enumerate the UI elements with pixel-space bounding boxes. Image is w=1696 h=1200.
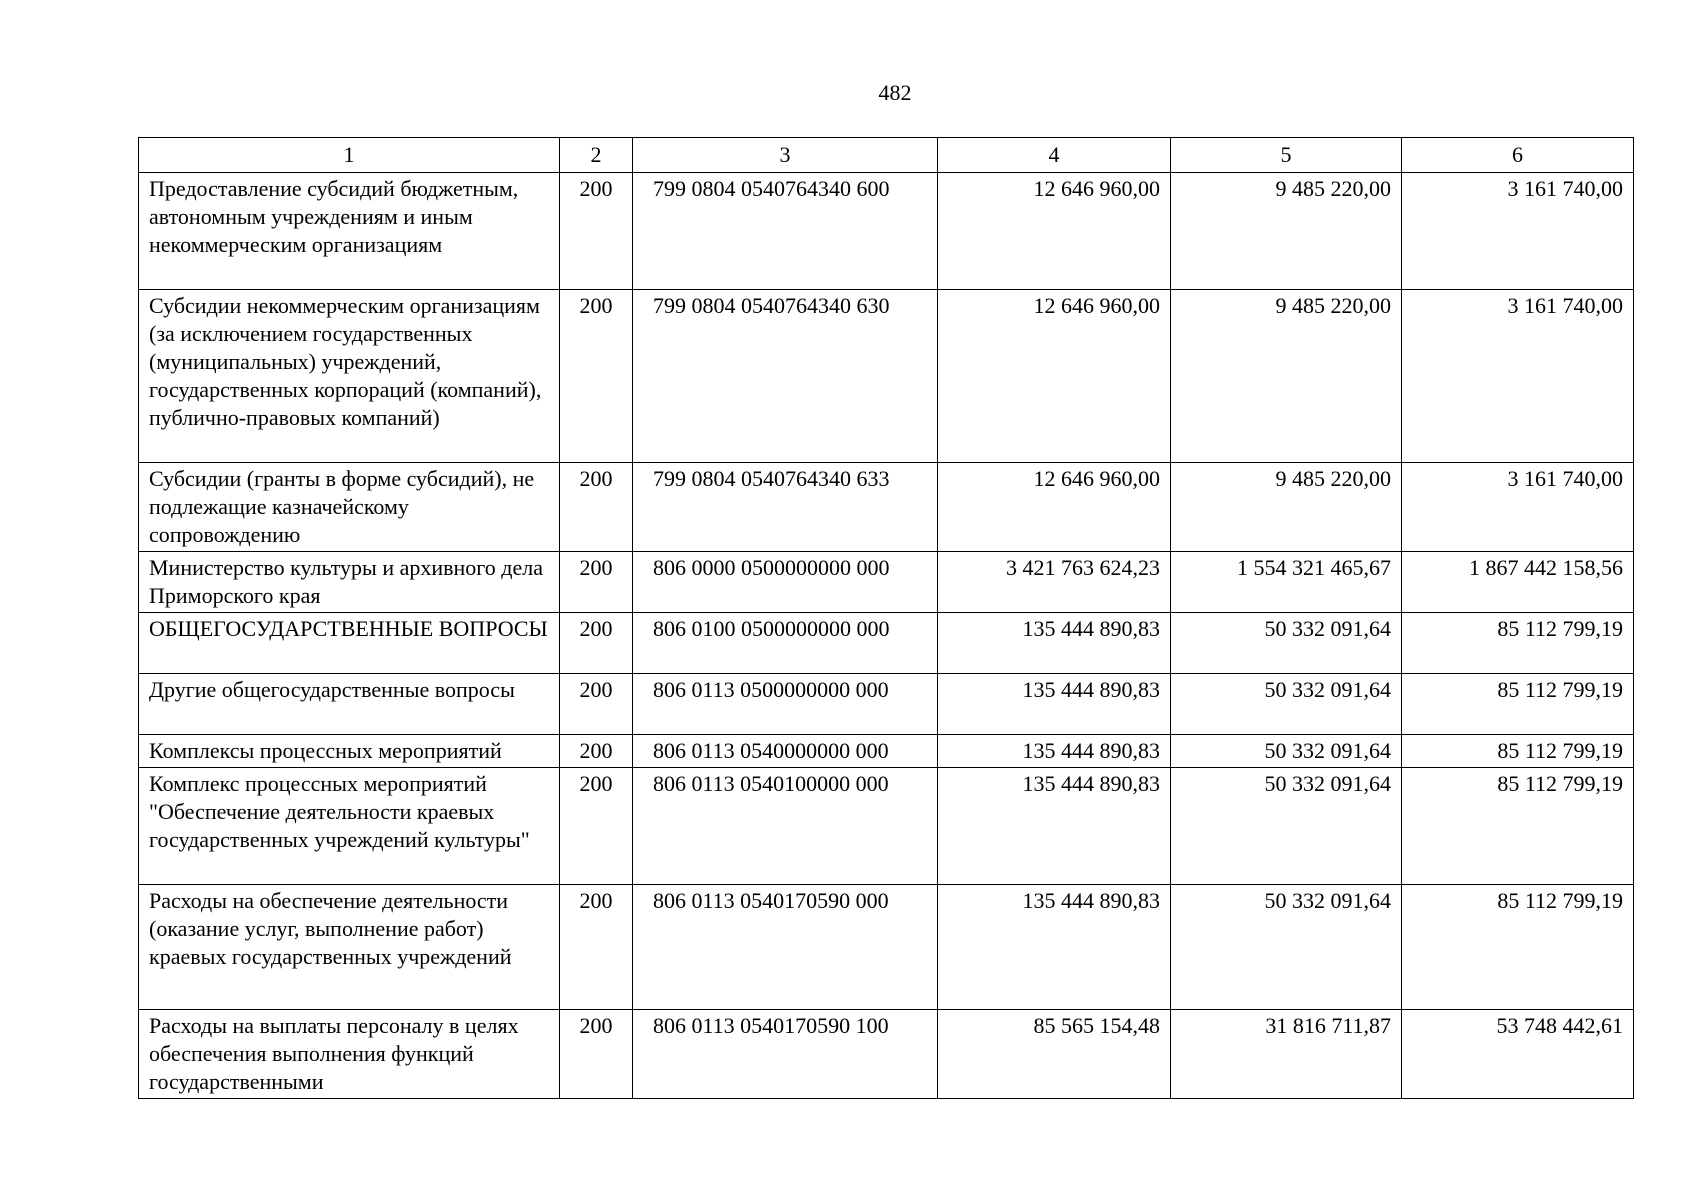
row-code: 200 — [560, 885, 633, 1010]
table-row — [139, 1010, 1634, 1099]
row-name: Комплексы процессных мероприятий — [139, 735, 560, 768]
row-budget-code: 806 0113 0540170590 100 — [633, 1010, 938, 1099]
row-name: Расходы на обеспечение деятельности (оказание услуг, выполнение работ) краевых государственных учреждений — [139, 885, 560, 1010]
header-col-1: 1 — [139, 138, 560, 173]
row-code: 200 — [560, 173, 633, 290]
row-name: ОБЩЕГОСУДАРСТВЕННЫЕ ВОПРОСЫ — [139, 613, 560, 674]
header-col-4: 4 — [938, 138, 1171, 173]
row-amount-col-5: 50 332 091,64 — [1171, 735, 1402, 768]
table-row — [139, 613, 1634, 674]
table-row — [139, 290, 1634, 463]
row-code: 200 — [560, 552, 633, 613]
row-amount-col-5: 9 485 220,00 — [1171, 290, 1402, 463]
header-col-3: 3 — [633, 138, 938, 173]
row-amount-col-4: 135 444 890,83 — [938, 885, 1171, 1010]
budget-table — [138, 137, 1634, 1099]
row-amount-col-4: 135 444 890,83 — [938, 674, 1171, 735]
header-col-6: 6 — [1402, 138, 1634, 173]
row-amount-col-4: 12 646 960,00 — [938, 290, 1171, 463]
table-row — [139, 768, 1634, 885]
row-code: 200 — [560, 768, 633, 885]
row-code: 200 — [560, 735, 633, 768]
row-name: Субсидии некоммерческим организациям (за исключением государственных (муниципальных) учреждений, государственных корпораций (компаний), публично-правовых компаний) — [139, 290, 560, 463]
row-budget-code: 806 0113 0540170590 000 — [633, 885, 938, 1010]
row-budget-code: 806 0113 0500000000 000 — [633, 674, 938, 735]
row-amount-col-6: 53 748 442,61 — [1402, 1010, 1634, 1099]
table-row — [139, 173, 1634, 290]
row-budget-code: 806 0100 0500000000 000 — [633, 613, 938, 674]
row-amount-col-4: 12 646 960,00 — [938, 463, 1171, 552]
table-body — [139, 173, 1634, 1099]
row-amount-col-6: 3 161 740,00 — [1402, 173, 1634, 290]
table-row — [139, 885, 1634, 1010]
row-amount-col-4: 85 565 154,48 — [938, 1010, 1171, 1099]
row-name: Министерство культуры и архивного дела Приморского края — [139, 552, 560, 613]
row-budget-code: 806 0113 0540100000 000 — [633, 768, 938, 885]
row-amount-col-5: 31 816 711,87 — [1171, 1010, 1402, 1099]
row-code: 200 — [560, 613, 633, 674]
row-budget-code: 806 0000 0500000000 000 — [633, 552, 938, 613]
table-row — [139, 674, 1634, 735]
row-amount-col-5: 9 485 220,00 — [1171, 463, 1402, 552]
row-name: Комплекс процессных мероприятий "Обеспечение деятельности краевых государственных учреждений культуры" — [139, 768, 560, 885]
row-amount-col-6: 3 161 740,00 — [1402, 290, 1634, 463]
row-amount-col-4: 135 444 890,83 — [938, 735, 1171, 768]
table-row — [139, 735, 1634, 768]
row-name: Другие общегосударственные вопросы — [139, 674, 560, 735]
row-name: Субсидии (гранты в форме субсидий), не подлежащие казначейскому сопровождению — [139, 463, 560, 552]
row-budget-code: 799 0804 0540764340 633 — [633, 463, 938, 552]
page-number: 482 — [878, 80, 912, 105]
row-amount-col-4: 135 444 890,83 — [938, 613, 1171, 674]
table-header — [139, 138, 1634, 173]
row-name: Предоставление субсидий бюджетным, автономным учреждениям и иным некоммерческим организациям — [139, 173, 560, 290]
row-amount-col-5: 50 332 091,64 — [1171, 768, 1402, 885]
row-amount-col-4: 135 444 890,83 — [938, 768, 1171, 885]
row-amount-col-6: 85 112 799,19 — [1402, 885, 1634, 1010]
row-code: 200 — [560, 463, 633, 552]
row-code: 200 — [560, 290, 633, 463]
table-row — [139, 463, 1634, 552]
row-amount-col-6: 3 161 740,00 — [1402, 463, 1634, 552]
row-amount-col-6: 85 112 799,19 — [1402, 768, 1634, 885]
row-amount-col-4: 3 421 763 624,23 — [938, 552, 1171, 613]
row-amount-col-6: 1 867 442 158,56 — [1402, 552, 1634, 613]
row-amount-col-6: 85 112 799,19 — [1402, 674, 1634, 735]
row-budget-code: 806 0113 0540000000 000 — [633, 735, 938, 768]
row-amount-col-6: 85 112 799,19 — [1402, 613, 1634, 674]
header-col-2: 2 — [560, 138, 633, 173]
row-name: Расходы на выплаты персоналу в целях обеспечения выполнения функций государственными — [139, 1010, 560, 1099]
table-row — [139, 552, 1634, 613]
row-amount-col-6: 85 112 799,19 — [1402, 735, 1634, 768]
row-amount-col-5: 9 485 220,00 — [1171, 173, 1402, 290]
row-amount-col-4: 12 646 960,00 — [938, 173, 1171, 290]
row-amount-col-5: 50 332 091,64 — [1171, 613, 1402, 674]
row-budget-code: 799 0804 0540764340 630 — [633, 290, 938, 463]
row-code: 200 — [560, 1010, 633, 1099]
row-code: 200 — [560, 674, 633, 735]
row-budget-code: 799 0804 0540764340 600 — [633, 173, 938, 290]
header-col-5: 5 — [1171, 138, 1402, 173]
row-amount-col-5: 50 332 091,64 — [1171, 885, 1402, 1010]
row-amount-col-5: 1 554 321 465,67 — [1171, 552, 1402, 613]
row-amount-col-5: 50 332 091,64 — [1171, 674, 1402, 735]
header-row — [139, 138, 1634, 173]
